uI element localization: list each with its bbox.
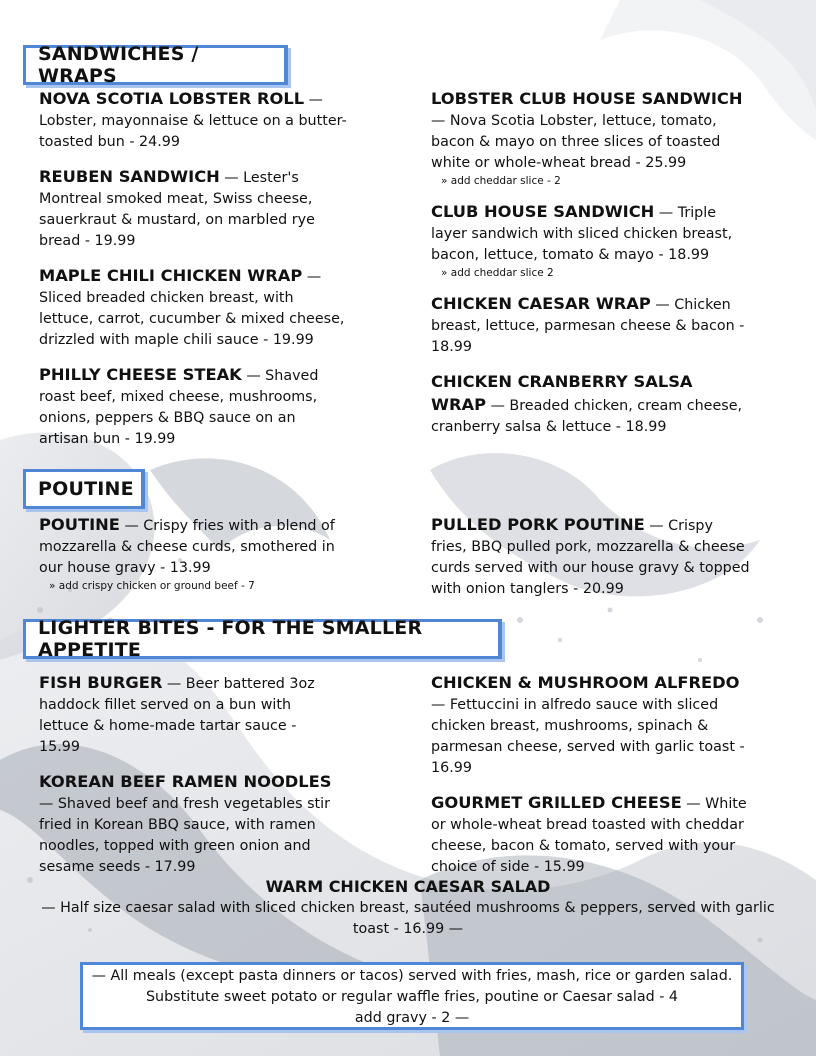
item-description: — Nova Scotia Lobster, lettuce, tomato, bacon & mayo on three slices of toasted white or whole-wheat bread - 25.99 <box>431 113 721 171</box>
item-name: REUBEN SANDWICH <box>39 167 220 186</box>
item-description: — Shaved beef and fresh vegetables stir fried in Korean BBQ sauce, with ramen noodles, topped with green onion and sesame seeds - 17.99 <box>39 796 330 875</box>
item-name: CHICKEN CRANBERRY SALSA WRAP <box>431 372 693 414</box>
lighter-right-column <box>431 672 751 891</box>
menu-item-club-house-sandwich <box>431 201 751 280</box>
menu-item-philly-cheese-steak <box>39 364 349 450</box>
poutine-right-column <box>431 514 751 613</box>
item-description: — Crispy fries with a blend of mozzarella & cheese curds, smothered in our house gravy - 13.99 <box>39 518 335 576</box>
item-name: NOVA SCOTIA LOBSTER ROLL <box>39 89 305 108</box>
menu-item-gourmet-grilled-cheese <box>431 792 751 878</box>
menu-item-lobster-club-house <box>431 88 751 188</box>
item-description: — Shaved roast beef, mixed cheese, mushrooms, onions, peppers & BBQ sauce on an artisan bun - 19.99 <box>39 368 319 447</box>
section-header-sandwiches <box>23 45 288 85</box>
section-title: LIGHTER BITES - FOR THE SMALLER APPETITE <box>38 617 423 661</box>
item-addon-note: » add cheddar slice - 2 <box>441 175 561 187</box>
item-name: MAPLE CHILI CHICKEN WRAP <box>39 266 303 285</box>
item-description: — Lester's Montreal smoked meat, Swiss cheese, sauerkraut & mustard, on marbled rye bread - 19.99 <box>39 170 315 249</box>
menu-item-lobster-roll <box>39 88 349 153</box>
sandwiches-right-column <box>431 88 751 451</box>
item-name: CHICKEN CAESAR WRAP <box>431 294 651 313</box>
poutine-left-column <box>39 514 349 606</box>
sides-info-box <box>80 962 744 1030</box>
item-name: LOBSTER CLUB HOUSE SANDWICH <box>431 89 743 108</box>
item-description: — White or whole-wheat bread toasted with cheddar cheese, bacon & tomato, served with your choice of side - 15.99 <box>431 796 747 875</box>
menu-item-poutine <box>39 514 349 593</box>
sides-info-line: — All meals (except pasta dinners or tacos) served with fries, mash, rice or garden salad. <box>91 968 733 984</box>
menu-item-reuben-sandwich <box>39 166 349 252</box>
item-name: GOURMET GRILLED CHEESE <box>431 793 682 812</box>
item-description: — Fettuccini in alfredo sauce with sliced chicken breast, mushrooms, spinach & parmesan cheese, served with garlic toast - 16.99 <box>431 697 745 776</box>
item-description: — Triple layer sandwich with sliced chicken breast, bacon, lettuce, tomato & mayo - 18.99 <box>431 205 733 263</box>
item-name: WARM CHICKEN CAESAR SALAD <box>265 877 551 896</box>
item-description: — Sliced breaded chicken breast, with lettuce, carrot, cucumber & mixed cheese, drizzled with maple chili sauce - 19.99 <box>39 269 345 348</box>
item-addon-note: » add crispy chicken or ground beef - 7 <box>49 580 255 592</box>
menu-item-chicken-mushroom-alfredo <box>431 672 751 779</box>
item-name: PHILLY CHEESE STEAK <box>39 365 242 384</box>
item-name: KOREAN BEEF RAMEN NOODLES <box>39 772 332 791</box>
item-description: — Half size caesar salad with sliced chicken breast, sautéed mushrooms & peppers, served with garlic toast - 16.99 — <box>41 900 775 937</box>
section-title: SANDWICHES / WRAPS <box>38 43 199 87</box>
item-description: — Lobster, mayonnaise & lettuce on a butter-toasted bun - 24.99 <box>39 92 347 150</box>
item-description: — Beer battered 3oz haddock fillet served on a bun with lettuce & home-made tartar sauce - 15.99 <box>39 676 315 755</box>
item-addon-note: » add cheddar slice 2 <box>441 267 554 279</box>
item-name: PULLED PORK POUTINE <box>431 515 645 534</box>
section-header-poutine <box>23 469 145 509</box>
menu-item-chicken-caesar-wrap <box>431 293 751 358</box>
menu-item-warm-chicken-caesar-salad <box>40 876 776 940</box>
item-description: — Crispy fries, BBQ pulled pork, mozzarella & cheese curds served with our house gravy & topped with onion tanglers - 20.99 <box>431 518 750 597</box>
item-description: — Breaded chicken, cream cheese, cranberry salsa & lettuce - 18.99 <box>431 398 743 435</box>
item-name: POUTINE <box>39 515 120 534</box>
menu-item-chicken-cranberry-salsa-wrap <box>431 371 751 438</box>
menu-item-maple-chili-chicken-wrap <box>39 265 349 351</box>
menu-item-korean-beef-ramen <box>39 771 339 878</box>
sandwiches-left-column <box>39 88 349 463</box>
item-name: FISH BURGER <box>39 673 163 692</box>
sides-substitute-line: Substitute sweet potato or regular waffle fries, poutine or Caesar salad - 4 <box>145 989 679 1005</box>
section-title: POUTINE <box>38 478 134 500</box>
item-name: CHICKEN & MUSHROOM ALFREDO <box>431 673 740 692</box>
menu-item-pulled-pork-poutine <box>431 514 751 600</box>
item-name: CLUB HOUSE SANDWICH <box>431 202 655 221</box>
section-header-lighter-bites <box>23 619 502 659</box>
lighter-left-column <box>39 672 339 891</box>
item-description: — Chicken breast, lettuce, parmesan cheese & bacon - 18.99 <box>431 297 745 355</box>
menu-item-fish-burger <box>39 672 339 758</box>
add-gravy-line: add gravy - 2 — <box>354 1010 470 1026</box>
